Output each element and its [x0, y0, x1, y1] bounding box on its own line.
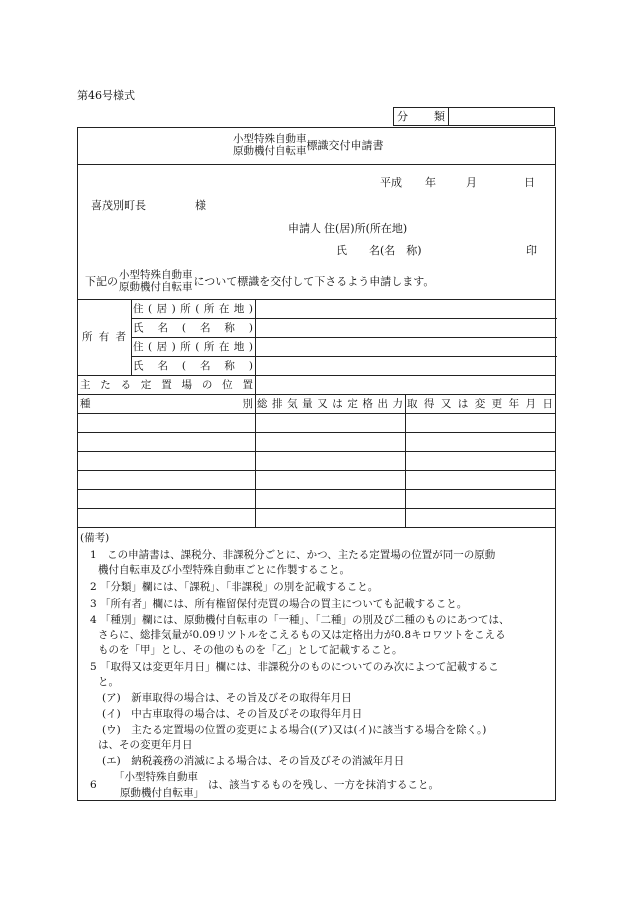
addressee-honorific: 様 [195, 199, 206, 212]
divider [78, 508, 555, 509]
request-suffix: について標識を交付して下さるよう申請します。 [193, 275, 435, 288]
owner-label: 所有者 [82, 331, 126, 343]
divider [255, 394, 256, 527]
form-title [78, 128, 555, 165]
form-number: 第46号様式 [77, 89, 135, 102]
addressee-name: 喜茂別町長 [91, 199, 146, 212]
date-day: 日 [524, 176, 535, 189]
note-1a: 1 この申請書は、課税分、非課税分ごとに、かつ、主たる定置場の位置が同一の原動 [90, 549, 496, 561]
note-4c: ものを「甲」とし、その他のものを「乙」として記載すること。 [98, 644, 403, 656]
request-sentence [85, 269, 434, 293]
divider [78, 413, 555, 414]
note-5-3: (ウ) 主たる定置場の位置の変更による場合((ア)又は(イ)に該当する場合を除く。) [102, 724, 487, 736]
note-5-3b: は、その変更年月日 [98, 739, 193, 751]
note-5b: と。 [98, 676, 119, 688]
request-prefix: 下記の [85, 275, 118, 288]
owner-address-2: 住(居)所(所在地) [133, 341, 253, 353]
note-5-2: (イ) 中古車取得の場合は、その旨及びその取得年月日 [102, 708, 363, 720]
note-5a: 5 「取得又は変更年月日」欄には、非課税分のものについてのみ次によつて記載するこ [90, 661, 499, 673]
divider [78, 489, 555, 490]
header-type: 種別 [80, 398, 253, 410]
date-era: 平成 [380, 176, 402, 189]
divider [405, 394, 406, 527]
owner-name-1: 氏名(名称) [133, 322, 253, 334]
header-displacement: 総排気量又は定格出力 [257, 398, 403, 410]
divider [78, 451, 555, 452]
owner-name-2: 氏名(名称) [133, 360, 253, 372]
divider [78, 470, 555, 471]
classification-box [393, 107, 555, 126]
classification-label: 分類 [394, 108, 449, 125]
title-vehicle-1: 小型特殊自動車 [233, 133, 307, 145]
storage-location-label: 主たる定置場の位置 [80, 379, 253, 391]
note-3: 3 「所有者」欄には、所有権留保付売買の場合の買主についても記載すること。 [90, 598, 468, 610]
note-2: 2 「分類」欄には、「課税」、「非課税」の別を記載すること。 [90, 581, 379, 593]
note-6-number: 6 [90, 779, 97, 791]
notes-heading: (備考) [80, 532, 110, 544]
title-vehicle-2: 原動機付自転車 [233, 145, 307, 157]
note-6-line2: 原動機付自転車」 [120, 787, 204, 799]
request-vehicle-2: 原動機付自転車 [119, 281, 193, 293]
title-suffix: 標識交付申請書 [306, 139, 384, 152]
request-vehicle-1: 小型特殊自動車 [119, 269, 193, 281]
divider [131, 299, 132, 375]
note-5-1: (ア) 新車取得の場合は、その旨及びその取得年月日 [102, 692, 352, 704]
note-6-line1: 「小型特殊自動車 [114, 771, 198, 783]
divider [78, 432, 555, 433]
seal-mark: 印 [526, 244, 537, 257]
divider [78, 527, 555, 528]
applicant-address-label: 住(居)所(所在地) [324, 222, 408, 235]
owner-address-1: 住(居)所(所在地) [133, 303, 253, 315]
date-year: 年 [425, 176, 436, 189]
note-6-brace [114, 769, 204, 801]
divider [255, 299, 256, 394]
note-4b: さらに、総排気量が0.09リツトルをこえるもの又は定格出力が0.8キロワツトをこえる [98, 629, 506, 641]
date-month: 月 [466, 176, 477, 189]
applicant-name-label: 氏 名(名 称) [336, 244, 422, 257]
applicant-label: 申請人 [288, 222, 321, 235]
note-5-4: (エ) 納税義務の消滅による場合は、その旨及びその消滅年月日 [102, 755, 405, 767]
application-form [77, 127, 556, 801]
note-1b: 機付自転車及び小型特殊自動車ごとに作製すること。 [98, 564, 350, 576]
note-6-suffix: は、該当するものを残し、一方を抹消すること。 [208, 779, 439, 791]
header-acquisition-date: 取得又は変更年月日 [407, 398, 553, 410]
note-4a: 4 「種別」欄には、原動機付自転車の「一種」、「二種」の別及び二種のものにあつては、 [90, 614, 510, 626]
